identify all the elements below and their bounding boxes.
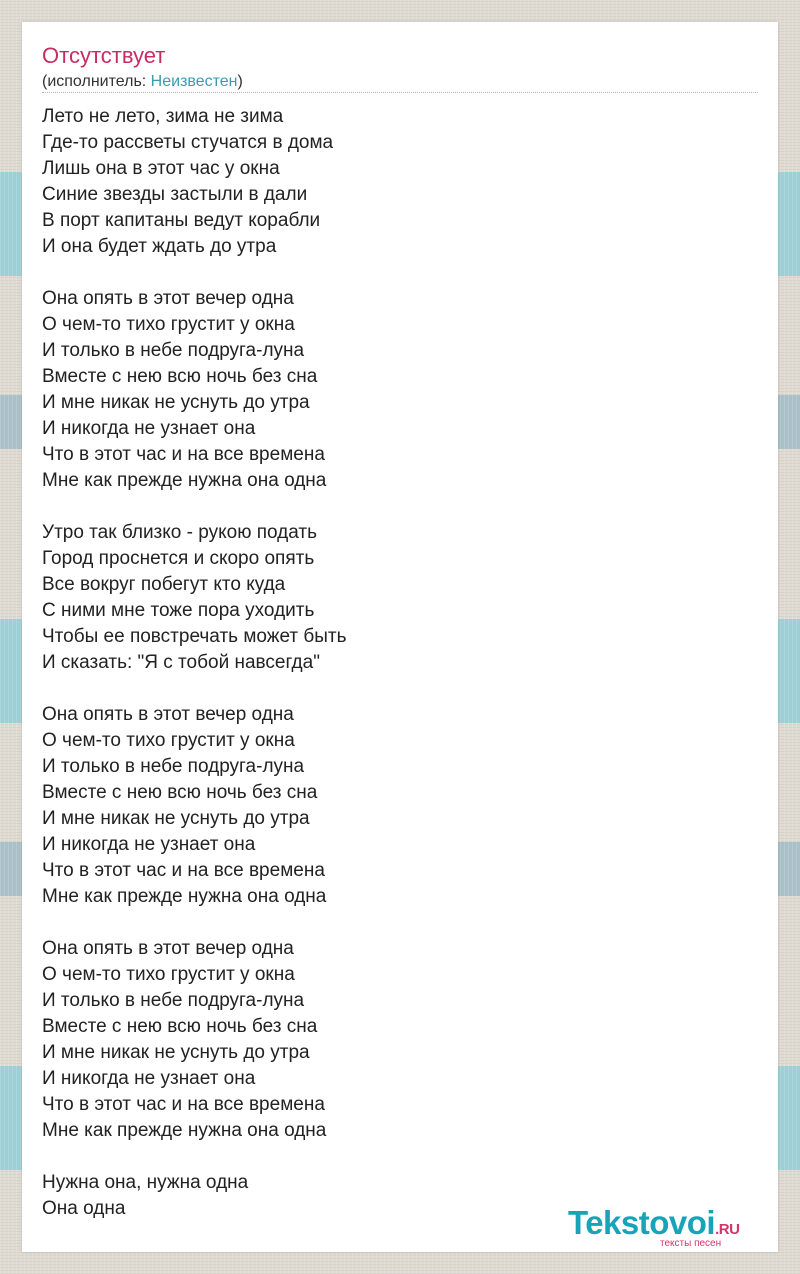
lyric-line: В порт капитаны ведут корабли	[42, 210, 321, 231]
lyric-line: Она опять в этот вечер одна	[42, 704, 294, 725]
lyric-line: Город проснется и скоро опять	[42, 548, 315, 569]
lyric-line: Где-то рассветы стучатся в дома	[42, 132, 334, 153]
logo-domain: .RU	[715, 1221, 740, 1238]
lyric-line: Утро так близко - рукою подать	[42, 522, 317, 543]
stanza-break	[42, 910, 758, 936]
lyric-line: И только в небе подруга-луна	[42, 990, 305, 1011]
lyric-line: Мне как прежде нужна она одна	[42, 886, 327, 907]
lyric-line: Она опять в этот вечер одна	[42, 288, 294, 309]
lyric-line: Синие звезды застыли в дали	[42, 184, 308, 205]
stanza-break	[42, 1144, 758, 1170]
logo-tagline: тексты песен	[660, 1238, 722, 1249]
lyric-line: Все вокруг побегут кто куда	[42, 574, 286, 595]
lyric-line: И никогда не узнает она	[42, 834, 256, 855]
lyric-line: Она опять в этот вечер одна	[42, 938, 294, 959]
lyric-line: Мне как прежде нужна она одна	[42, 470, 327, 491]
lyric-line: Лишь она в этот час у окна	[42, 158, 280, 179]
lyric-line: И мне никак не уснуть до утра	[42, 1042, 310, 1063]
artist-suffix: )	[237, 73, 243, 90]
lyric-line: О чем-то тихо грустит у окна	[42, 730, 295, 751]
lyric-line: Она одна	[42, 1198, 126, 1219]
lyric-line: И никогда не узнает она	[42, 1068, 256, 1089]
lyrics-text	[42, 104, 758, 1222]
lyric-line: И только в небе подруга-луна	[42, 756, 305, 777]
lyric-line: Лето не лето, зима не зима	[42, 106, 284, 127]
lyrics-card	[22, 22, 778, 1252]
lyric-line: И никогда не узнает она	[42, 418, 256, 439]
lyric-line: Что в этот час и на все времена	[42, 1094, 325, 1115]
lyric-line: О чем-то тихо грустит у окна	[42, 314, 295, 335]
stanza-break	[42, 494, 758, 520]
lyric-line: И мне никак не уснуть до утра	[42, 392, 310, 413]
logo-main-text: Tekstovoi	[568, 1204, 716, 1241]
lyric-line: Чтобы ее повстречать может быть	[42, 626, 347, 647]
stanza-break	[42, 676, 758, 702]
lyric-line: Вместе с нею всю ночь без сна	[42, 366, 318, 387]
title-divider	[42, 92, 758, 93]
artist-link[interactable]: Неизвестен	[150, 73, 238, 90]
lyric-line: Нужна она, нужна одна	[42, 1172, 249, 1193]
lyric-line: И она будет ждать до утра	[42, 236, 277, 257]
artist-line	[42, 72, 243, 92]
lyric-line: Мне как прежде нужна она одна	[42, 1120, 327, 1141]
site-logo[interactable]	[568, 1204, 773, 1248]
lyric-line: С ними мне тоже пора уходить	[42, 600, 315, 621]
artist-prefix: (исполнитель:	[42, 73, 151, 90]
lyric-line: Вместе с нею всю ночь без сна	[42, 1016, 318, 1037]
lyric-line: Вместе с нею всю ночь без сна	[42, 782, 318, 803]
lyric-line: Что в этот час и на все времена	[42, 444, 325, 465]
lyric-line: И сказать: "Я с тобой навсегда"	[42, 652, 320, 673]
stanza-break	[42, 260, 758, 286]
lyric-line: И только в небе подруга-луна	[42, 340, 305, 361]
lyric-line: Что в этот час и на все времена	[42, 860, 325, 881]
song-title: Отсутствует	[42, 43, 166, 68]
lyric-line: И мне никак не уснуть до утра	[42, 808, 310, 829]
lyric-line: О чем-то тихо грустит у окна	[42, 964, 295, 985]
